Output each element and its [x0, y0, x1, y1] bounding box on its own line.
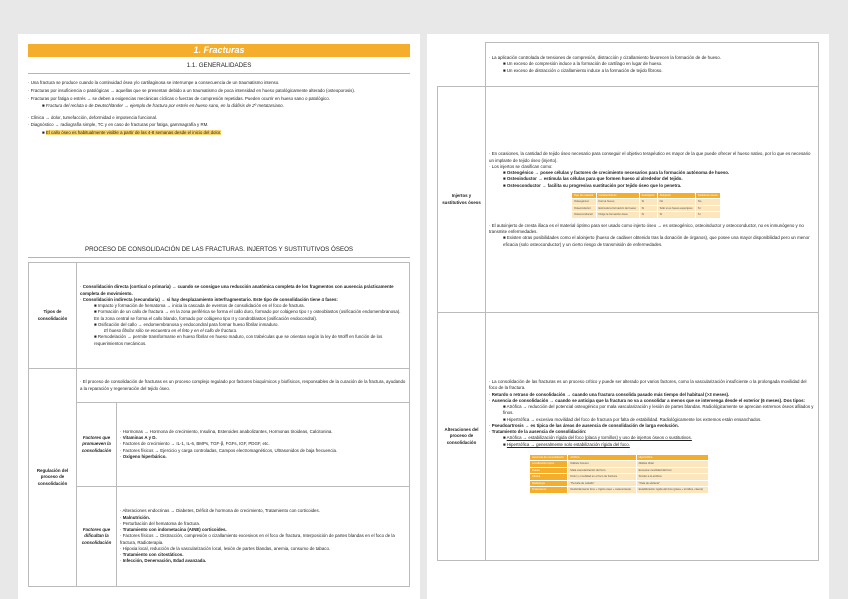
gen-clinica: · Clínica → dolor, tumefacción, deformidad e impotencia funcional.	[28, 114, 158, 120]
injertos-content: · En ocasiones, la cantidad de tejido óseo necesario para conseguir el objetivo terapéutico es mayor de la que puede ofrecer el hueso nativo, por lo que es necesario un implante de tejido óseo (injerto). · Los injertos se clasifican como: ■ Osteogénico → posee células y factores de crecimiento necesarios para la formación autónoma de hueso. ■ Osteoinductor → estimula las células para que formen hueso al alrededor del tejido. ■ Osteoconductor → facilita su progresiva sustitución por tejido óseo que lo penetra. Tipo de material Características Autoinjerto Aloinjerto Sustitutos óseos Osteogénico Forma hueso Sí No No Osteoinductor Estimula la formación de hueso Sí Sólo si es hueso esponjoso Sí Osteoconductor Dirige la formación ósea Sí Sí Sí · El autoinjerto de cresta ilíaca es el material óptimo para ser usado como injerto óseo → es osteogénico, osteoinductor y osteoconductor, no es inmunógeno y no transmite enfermedades. ■ Existen otras posibilidades como el aloinjerto (hueso de cadáver obtenido tras la donación de órganos), que posee una mayor disponibilidad pero un menor eficacia (solo osteoconductor) y un cierto riesgo de transmisión de enfermedades.	[486, 87, 819, 313]
table-row: Localización típica Diáfisis húmero Diáfisis tibial	[530, 461, 709, 468]
regulacion-label: Regulación del proceso de consolidación	[29, 369, 77, 587]
promueven-content: · Hormonas → Hormona de crecimiento, Insulina, Esteroides anabolizantes, Hormonas tiroideas, Calcitonina. · Vitaminas A y D. · Factores de crecimiento → IL-1, IL-6, BMPs, TGF-β, FGFs, IGF, PDGF, etc. · Factores físicos → Ejercicio y carga controladas, Campos electromagnéticos, Ultrasonidos de baja frecuencia. · Oxígeno hiperbárico.	[117, 403, 410, 487]
table-row: Clínica Dolor y movilidad en el foco de fractura Similar a la atrófica	[530, 474, 709, 481]
page-1	[18, 34, 420, 599]
graft-header: Sustitutos óseos	[695, 192, 720, 199]
nonunion-header: Atrófica	[568, 454, 636, 461]
table-row: Causa Mala vascularización del foco Excesiva movilidad del foco	[530, 467, 709, 474]
table-row: Osteoconductor Dirige la formación ósea Sí Sí Sí	[572, 212, 721, 219]
graft-header: Tipo de material	[572, 192, 597, 199]
graft-header: Características	[596, 192, 639, 199]
subtitle: 1.1. GENERALIDADES	[28, 62, 410, 74]
table-row: Osteogénico Forma hueso Sí No No	[572, 199, 721, 206]
consolidation-table	[28, 262, 410, 587]
tensiones-content: · La aplicación controlada de tensiones de compresión, distracción y cizallamiento favorecen la formación de de hueso. ■ Un exceso de compresión induce a la formación de cartílago en lugar de hueso. ■ Un exceso de distracción o cizallamiento induce a la formación de tejido fibroso.	[486, 43, 819, 87]
promueven-label: Factores que promueven la consolidación	[77, 403, 117, 487]
regulacion-intro: · El proceso de consolidación de fracturas es un proceso complejo regulado por factores bioquímicos y biofísicos, responsables de la curación de la fractura, ayudando a la reparación y regeneración del tejido óseo.	[77, 369, 410, 403]
alteraciones-content: · La consolidación de las fracturas es un proceso crítico y puede ser alterado por varios factores, como la vascularización insuficiente o la prolongada movilidad del foco de la fractura. · Retardo o retraso de consolidación → cuando una fractura consolida pasado más tiempo del habitual (>3 meses). · Ausencia de consolidación → cuando se anticipa que la fractura no va a consolidar a menos que se intervenga desde el exterior (6 meses). Dos tipos: ■ Atrófica → reducción del potencial osteogénico por mala vascularización y lesión de partes blandas. Radiológicamente se aprecian extremos óseos afilados y finos. ■ Hipertrófica → excesiva movilidad del foco de fractura por falta de estabilidad. Radiológicamente los extremos están ensanchados. · Pseudoartrosis → es típica de las áreas de ausencia de consolidación de larga evolución. · Tratamiento de la ausencia de consolidación: ■ Atrófica → estabilización rígida del foco (placa y tornillos) y uso de injertos óseos o sustitutivos. ■ Hipertrófica → generalmente solo estabilización rígida del foco. Ausencia de consolidación Atrófica Hipertrófica Localización típica Diáfisis húmero Diáfisis tibial Causa Mala vascularización del foco Excesiva movilidad del foco Clínica Dolor y movilidad en el foco de fractura Similar a la atrófica Radiología "Pezuña de caballo" "Pata de elefante" Tratamiento Desbridamiento foco + Injerto óseo + osteosíntesis Estabilización rígida del foco (placa + tornillos, clavos)	[486, 313, 819, 561]
nonunion-header: Ausencia de consolidación	[530, 454, 568, 461]
right-table	[437, 42, 819, 561]
nonunion-table	[529, 454, 709, 494]
graft-header: Autoinjerto	[639, 192, 657, 199]
gen-intro: · Una fractura se produce cuando la continuidad ósea y/o cartilaginosa se interrumpe a consecuencia de un traumatismo intenso.	[28, 80, 280, 85]
tipos-label: Tipos de consolidación	[29, 263, 77, 369]
generalidades	[28, 80, 410, 138]
page-title: 1. Fracturas	[28, 44, 410, 57]
gen-recluta: ■ Fractura del recluta o de Deutschländer → ejemplo de fractura por estrés en hueso sano, en la diáfisis de 2º metatarsiano.	[42, 103, 284, 109]
gen-fatiga: · Fracturas por fatiga o estrés → se deben a exigencias mecánicas cíclicas o fuerzas de compresión repetidas. Pueden ocurrir en hueso sano o patológico.	[28, 95, 330, 101]
gen-callo: ■ El callo óseo es habitualmente visible a partir de las 4-8 semanas desde el inicio del dolor.	[42, 130, 222, 135]
dificultan-label: Factores que dificultan la consolidación	[77, 487, 117, 587]
nonunion-header: Hipertrófica	[636, 454, 708, 461]
injertos-label: Injertos y sustitutivos óseos	[438, 87, 486, 313]
alteraciones-label: Alteraciones del proceso de consolidación	[438, 313, 486, 561]
section-title: PROCESO DE CONSOLIDACIÓN DE LAS FRACTURAS. INJERTOS Y SUSTITUTIVOS ÓSEOS	[28, 246, 410, 258]
table-row: Osteoinductor Estimula la formación de hueso Sí Sólo si es hueso esponjoso Sí	[572, 205, 721, 212]
dificultan-content: · Alteraciones endocrinas → Diabetes, Déficit de hormona de crecimiento, Tratamiento con corticoides. · Malnutrición. · Perturbación del hematoma de fractura. · Tratamiento con indometacina (AINE) corticoides. · Factores físicos → Distracción, compresión o cizallamiento excesivos en el foco de fractura, Interposición de partes blandas en el foco de la fractura, Radioterapia. · Hipoxia local, reducción de la vascularización local, lesión de partes blandas, anemia, consumo de tabaco. · Tratamiento con citostáticos. · Infección, Denervación, Edad avanzada.	[117, 487, 410, 587]
table-row: Radiología "Pezuña de caballo" "Pata de elefante"	[530, 480, 709, 487]
tipos-content: · Consolidación directa (cortical o primaria) → cuando se consigue una reducción anatómica completa de los fragmentos con ausencia prácticamente completa de movimiento. · Consolidación indirecta (secundaria) → si hay desplazamiento interfragmentario. Este tipo de consolidación tiene 4 fases: ■ Impacto y formación de hematoma → inicia la cascada de eventos de consolidación en el foco de fractura. ■ Formación de un callo de fractura → en la zona periférica se forma el callo duro, formado por colágeno tipo I y osteoblastos (osificación endomembranosa). En la zona central se forma el callo blando, formado por colágeno tipo II y condroblastos (osificación endocondral). ■ Osificación del callo → endomembranosa y endocondral para formar hueso fibrilar inmaduro. El hueso fibrilar sólo se encuentra en el feto y en el callo de fractura. ■ Remodelación → permite transformarse en hueso fibrilar en hueso maduro, con trabéculas que se orientan según la ley de Wolff en función de los requerimientos mecánicos.	[77, 263, 410, 369]
graft-header: Aloinjerto	[657, 192, 695, 199]
gen-patologicas: · Fracturas por insuficiencia o patológicas → aquellas que se presentan debido a un traumatismo de poca intensidad en hueso patológicamente alterado (osteoporosis).	[28, 87, 356, 93]
table-row: Tratamiento Desbridamiento foco + Injerto óseo + osteosíntesis Estabilización rígida del foco (placa + tornillos, clavos)	[530, 487, 709, 494]
graft-table	[571, 192, 721, 219]
gen-diagnostico: · Diagnóstico → radiografía simple, TC y en caso de fracturas por fatiga, gammagrafía y RM.	[28, 122, 209, 128]
page-2	[427, 34, 829, 599]
